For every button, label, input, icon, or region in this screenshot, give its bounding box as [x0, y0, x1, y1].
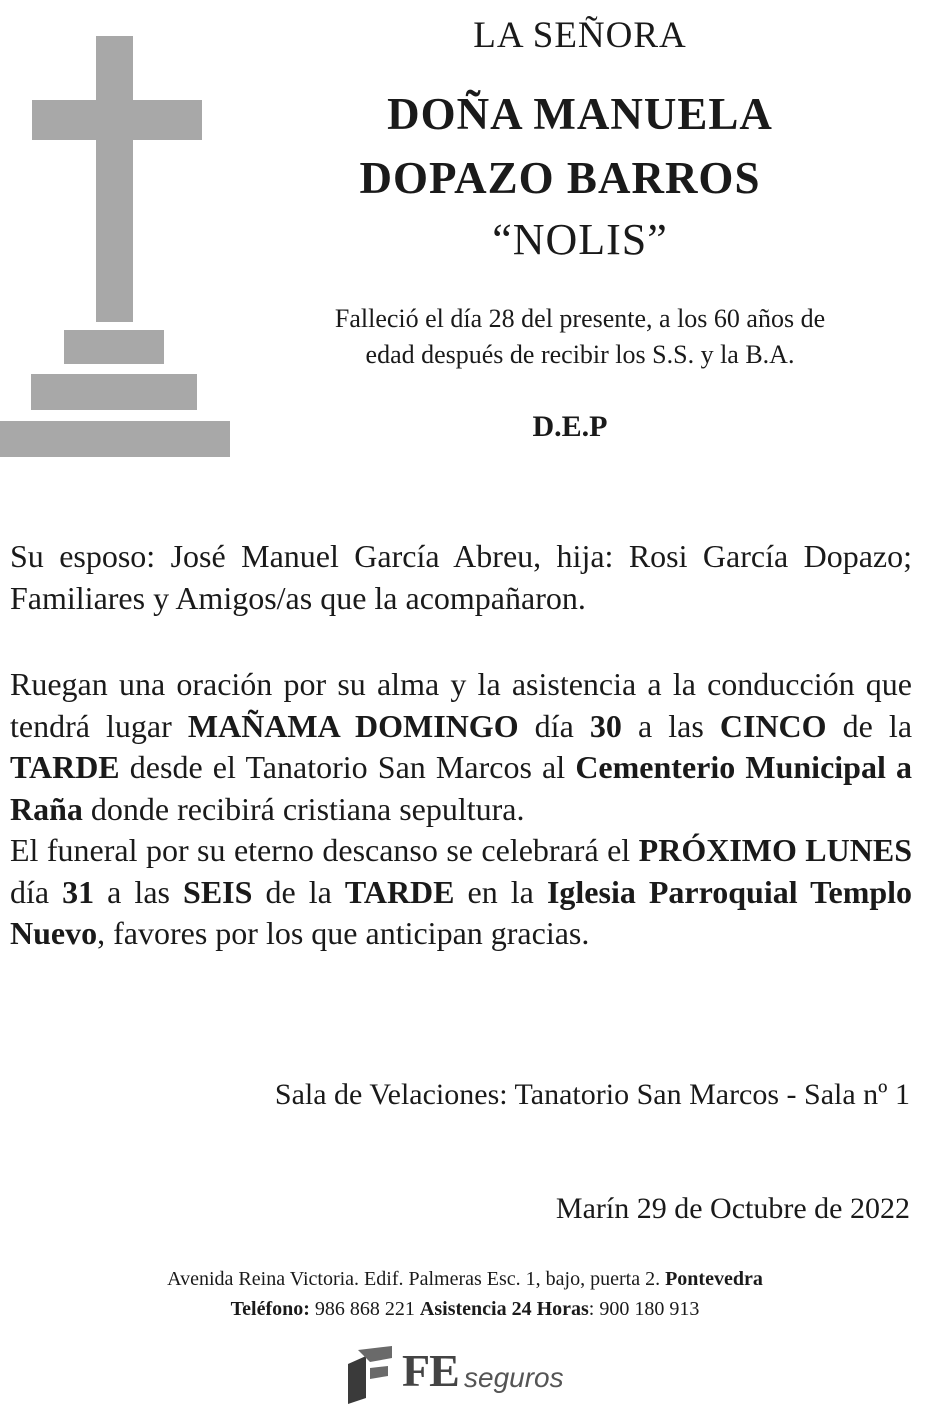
footer-phone: Teléfono: 986 868 221 Asistencia 24 Horas: 900 180 913 — [230, 1298, 700, 1320]
logo-mark-icon — [344, 1346, 396, 1404]
name-line-2: DOPAZO BARROS — [359, 153, 761, 203]
service-paragraph: Ruegan una oración por su alma y la asistencia a la conducción que tendrá lugar MAÑAMA DOMINGO día 30 a las CINCO de la TARDE desde el Tanatorio San Marcos al Cementerio Municipal a Raña donde recibirá cristiana sepultura. El funeral por su eterno descanso se celebrará el PRÓXIMO LUNES día 31 a las SEIS de la TARDE en la Iglesia Parroquial Templo Nuevo, favores por los que anticipan gracias. — [10, 666, 913, 951]
footer-address: Avenida Reina Victoria. Edif. Palmeras Esc. 1, bajo, puerta 2. Pontevedra — [167, 1268, 763, 1290]
logo-fe-text: FE — [402, 1345, 459, 1396]
wake-room: Sala de Velaciones: Tanatorio San Marcos - Sala nº 1 — [274, 1078, 910, 1111]
death-notice-line-2: edad después de recibir los S.S. y la B.A. — [365, 340, 795, 369]
fe-seguros-logo — [344, 1342, 584, 1406]
cross-icon — [0, 0, 240, 470]
logo-seguros-text: seguros — [464, 1362, 564, 1393]
dep-text: D.E.P — [532, 410, 608, 443]
date-line: Marín 29 de Octubre de 2022 — [555, 1192, 910, 1225]
death-notice-line-1: Falleció el día 28 del presente, a los 60 años de — [334, 304, 826, 333]
nickname: “NOLIS” — [492, 215, 668, 264]
name-line-1: DOÑA MANUELA — [387, 89, 773, 139]
funeral-text: El funeral por su eterno descanso se celebrará el PRÓXIMO LUNES día 31 a las SEIS de la TARDE en la Iglesia Parroquial Templo Nuevo, favores por los que anticipan gracias. — [10, 832, 913, 951]
heading: LA SEÑORA — [473, 15, 687, 56]
family-paragraph: Su esposo: José Manuel García Abreu, hija: Rosi García Dopazo; Familiares y Amigos/as que la acompañaron. — [10, 538, 912, 616]
